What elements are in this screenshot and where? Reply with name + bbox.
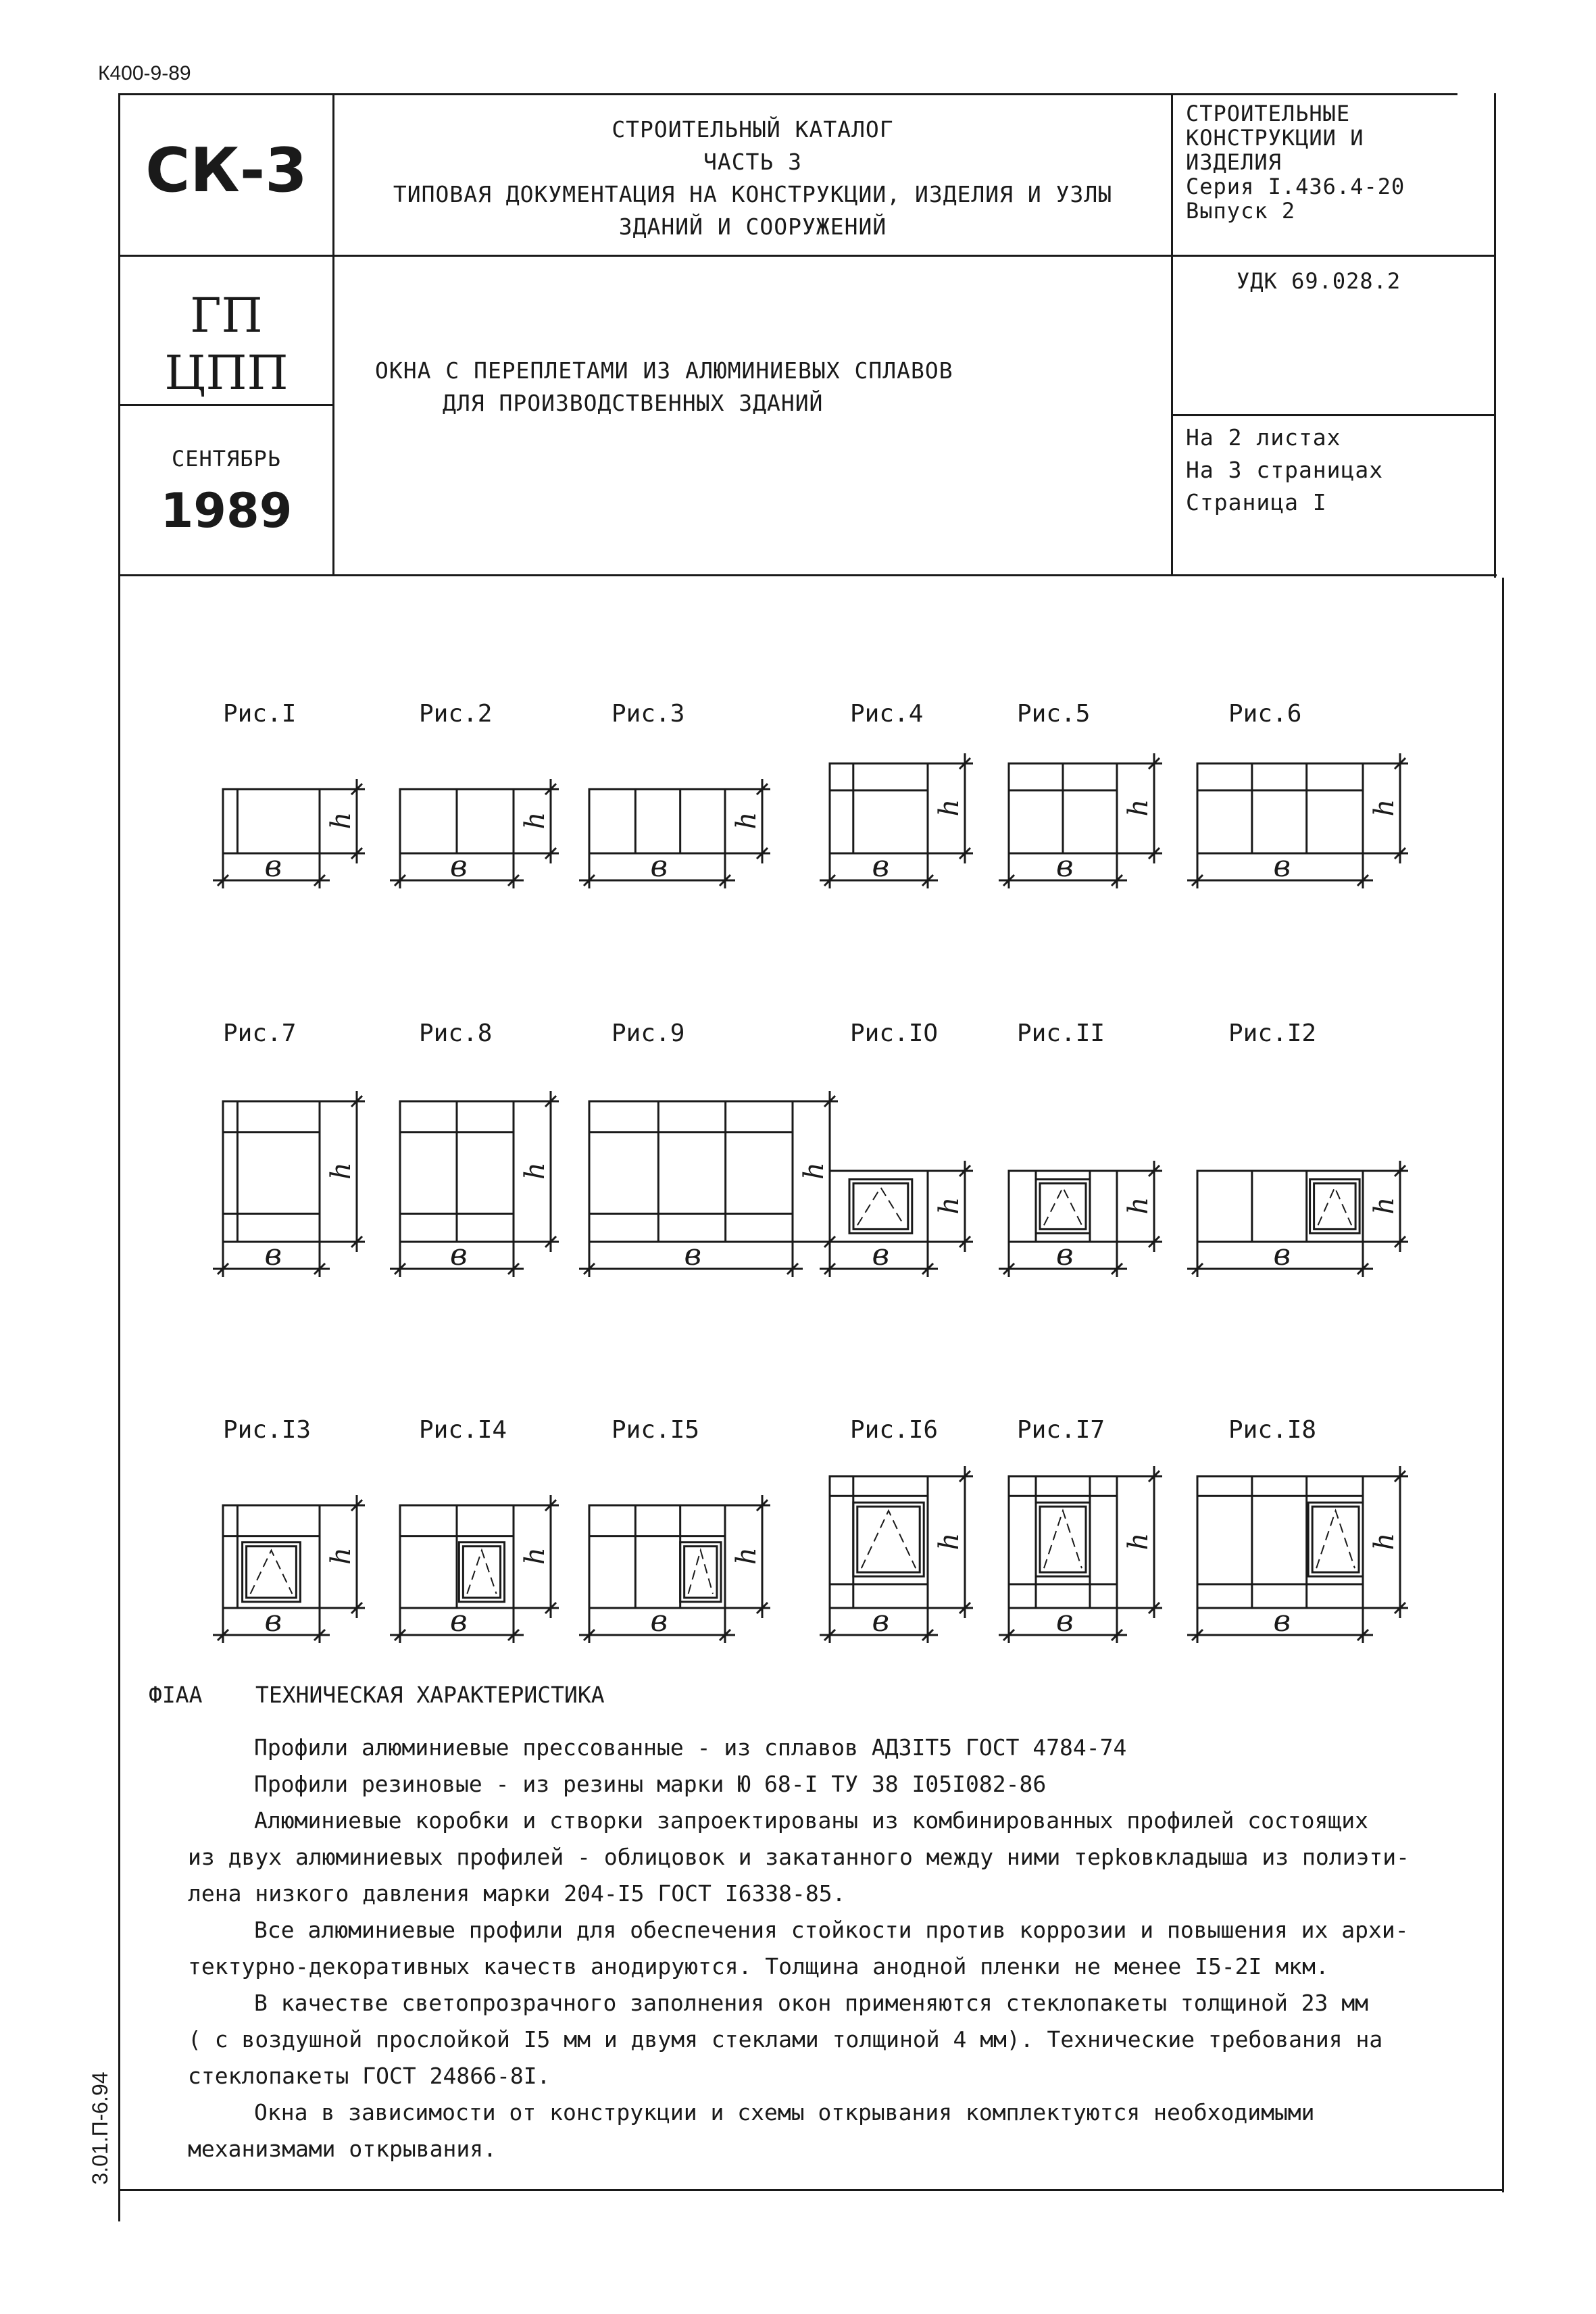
catalog-line: СТРОИТЕЛЬНЫЙ КАТАЛОГ xyxy=(612,116,894,143)
height-label: h xyxy=(520,1547,551,1565)
udk: УДК 69.028.2 xyxy=(1237,268,1401,294)
opening-symbol xyxy=(1044,1188,1082,1226)
sash-inner xyxy=(853,1184,908,1230)
sash-frame xyxy=(1308,1503,1363,1576)
sheets-line: На 2 листах xyxy=(1186,424,1341,451)
window-frame xyxy=(589,1505,725,1608)
sash-inner xyxy=(1040,1184,1086,1230)
height-label: h xyxy=(731,811,762,830)
figure-label: Рис.I7 xyxy=(1017,1416,1105,1444)
width-label: в xyxy=(650,1604,668,1638)
width-label: в xyxy=(872,849,890,884)
section-line: КОНСТРУКЦИИ И xyxy=(1186,125,1364,151)
figure-label: Рис.7 xyxy=(223,1020,297,1047)
catalog-line: ТИПОВАЯ ДОКУМЕНТАЦИЯ НА КОНСТРУКЦИИ, ИЗДЕЛИЯ И УЗЛЫ xyxy=(393,181,1113,207)
section-line: Серия I.436.4-20 xyxy=(1186,174,1405,199)
figure-label: Рис.8 xyxy=(419,1020,493,1047)
figure-label: Рис.II xyxy=(1017,1020,1105,1047)
sheets-line: На 3 страницах xyxy=(1186,457,1384,483)
catalog-line: ЧАСТЬ 3 xyxy=(703,149,803,175)
tech-line: тектурно-декоративных качеств анодируются. Толщина анодной пленки не менее I5-2I мкм. xyxy=(188,1953,1329,1980)
tech-line: лена низкого давления марки 204-I5 ГОСТ I6338-85. xyxy=(188,1880,846,1907)
width-label: в xyxy=(1056,1604,1074,1638)
sash-inner xyxy=(857,1507,920,1572)
opening-symbol xyxy=(467,1551,496,1594)
figure-label: Рис.I8 xyxy=(1228,1416,1317,1444)
sash-inner xyxy=(1312,1507,1359,1572)
section-line: ИЗДЕЛИЯ xyxy=(1186,149,1282,175)
figure-label: Рис.I4 xyxy=(419,1416,507,1444)
sash-frame xyxy=(1310,1180,1360,1234)
width-label: в xyxy=(872,1604,890,1638)
opening-symbol xyxy=(1044,1511,1082,1568)
width-label: в xyxy=(1273,849,1291,884)
width-label: в xyxy=(264,1604,282,1638)
window-frame xyxy=(1009,1171,1117,1242)
tech-title: ТЕХНИЧЕСКАЯ ХАРАКТЕРИСТИКА xyxy=(255,1682,605,1708)
opening-symbol xyxy=(1316,1511,1355,1568)
height-label: h xyxy=(934,1197,965,1215)
tech-line: В качестве светопрозрачного заполнения окон применяются стеклопакеты толщиной 23 мм xyxy=(254,1990,1369,2016)
opening-symbol xyxy=(1318,1188,1352,1226)
width-label: в xyxy=(264,1238,282,1272)
tech-line: Окна в зависимости от конструкции и схемы открывания комплектуются необходимыми xyxy=(254,2099,1315,2126)
height-label: h xyxy=(731,1547,762,1565)
height-label: h xyxy=(1123,1532,1154,1551)
height-label: h xyxy=(1369,799,1400,817)
sash-inner xyxy=(1040,1507,1086,1572)
height-label: h xyxy=(1123,1197,1154,1215)
figure-label: Рис.9 xyxy=(612,1020,685,1047)
window-frame xyxy=(1197,763,1363,853)
opening-symbol xyxy=(251,1551,293,1594)
sk-code: СК-3 xyxy=(145,135,307,206)
width-label: в xyxy=(450,1604,468,1638)
height-label: h xyxy=(799,1162,830,1180)
sash-frame xyxy=(1036,1503,1090,1576)
org-line: ГП xyxy=(190,288,263,343)
opening-symbol xyxy=(689,1551,713,1594)
height-label: h xyxy=(934,1532,965,1551)
sash-inner xyxy=(247,1546,297,1598)
year: 1989 xyxy=(160,483,293,538)
month: СЕНТЯБРЬ xyxy=(171,446,282,472)
figure-label: Рис.2 xyxy=(419,700,493,728)
opening-symbol xyxy=(862,1511,916,1568)
window-frame xyxy=(1197,1171,1363,1242)
figure-label: Рис.4 xyxy=(850,700,924,728)
width-label: в xyxy=(1056,1238,1074,1272)
width-label: в xyxy=(1273,1238,1291,1272)
tech-line: Профили резиновые - из резины марки Ю 68-I ТУ 38 I05I082-86 xyxy=(254,1771,1047,1797)
opening-symbol xyxy=(857,1188,904,1226)
height-label: h xyxy=(1123,799,1154,817)
org-line: ЦПП xyxy=(164,345,289,401)
height-label: h xyxy=(326,1162,357,1180)
sheets-line: Страница I xyxy=(1186,489,1327,515)
figure-label: Рис.I3 xyxy=(223,1416,311,1444)
figure-label: Рис.3 xyxy=(612,700,685,728)
figure-label: Рис.6 xyxy=(1228,700,1302,728)
side-code: 3.01.П-6.94 xyxy=(88,2071,112,2185)
tech-line: механизмами открывания. xyxy=(188,2136,497,2162)
height-label: h xyxy=(1369,1197,1400,1215)
section-line: СТРОИТЕЛЬНЫЕ xyxy=(1186,101,1351,126)
window-frame xyxy=(830,763,928,853)
window-frame xyxy=(589,789,725,853)
tech-paragraph xyxy=(188,1730,1410,2167)
tech-prefix: ФIАА xyxy=(149,1682,203,1708)
width-label: в xyxy=(872,1238,890,1272)
figure-label: Рис.I5 xyxy=(612,1416,700,1444)
sash-frame xyxy=(853,1503,924,1576)
section-line: Выпуск 2 xyxy=(1186,198,1296,224)
tech-line: из двух алюминиевых профилей - облицовок и закатанного между ними терkовкладыша из полиэти- xyxy=(188,1844,1410,1870)
width-label: в xyxy=(650,849,668,884)
width-label: в xyxy=(450,849,468,884)
height-label: h xyxy=(520,1162,551,1180)
tech-line: ( с воздушной прослойкой I5 мм и двумя стеклами толщиной 4 мм). Технические требования на xyxy=(188,2026,1383,2053)
tech-line: Профили алюминиевые прессованные - из сплавов АДЗIТ5 ГОСТ 4784-74 xyxy=(254,1734,1127,1761)
doc-title-line: ОКНА С ПЕРЕПЛЕТАМИ ИЗ АЛЮМИНИЕВЫХ СПЛАВОВ xyxy=(375,357,953,384)
width-label: в xyxy=(1056,849,1074,884)
width-label: в xyxy=(1273,1604,1291,1638)
height-label: h xyxy=(520,811,551,830)
tech-line: стеклопакеты ГОСТ 24866-8I. xyxy=(188,2063,551,2089)
width-label: в xyxy=(264,849,282,884)
sash-frame xyxy=(1036,1180,1090,1234)
figure-label: Рис.5 xyxy=(1017,700,1091,728)
catalog-line: ЗДАНИЙ И СООРУЖЕНИЙ xyxy=(618,213,887,240)
tech-line: Все алюминиевые профили для обеспечения стойкости против коррозии и повышения их архи- xyxy=(254,1917,1409,1943)
sash-frame xyxy=(849,1180,912,1234)
figure-label: Рис.I xyxy=(223,700,297,728)
height-label: h xyxy=(1369,1532,1400,1551)
figure-label: Рис.IO xyxy=(850,1020,939,1047)
sash-inner xyxy=(1314,1184,1356,1230)
height-label: h xyxy=(326,1547,357,1565)
corner-code: К400-9-89 xyxy=(98,62,191,84)
tech-line: Алюминиевые коробки и створки запроектированы из комбинированных профилей состоящих xyxy=(254,1807,1369,1834)
figure-label: Рис.I2 xyxy=(1228,1020,1317,1047)
height-label: h xyxy=(326,811,357,830)
height-label: h xyxy=(934,799,965,817)
width-label: в xyxy=(450,1238,468,1272)
figure-label: Рис.I6 xyxy=(850,1416,939,1444)
window-frame xyxy=(589,1101,793,1242)
doc-title-line: ДЛЯ ПРОИЗВОДСТВЕННЫХ ЗДАНИЙ xyxy=(443,390,824,416)
width-label: в xyxy=(684,1238,702,1272)
